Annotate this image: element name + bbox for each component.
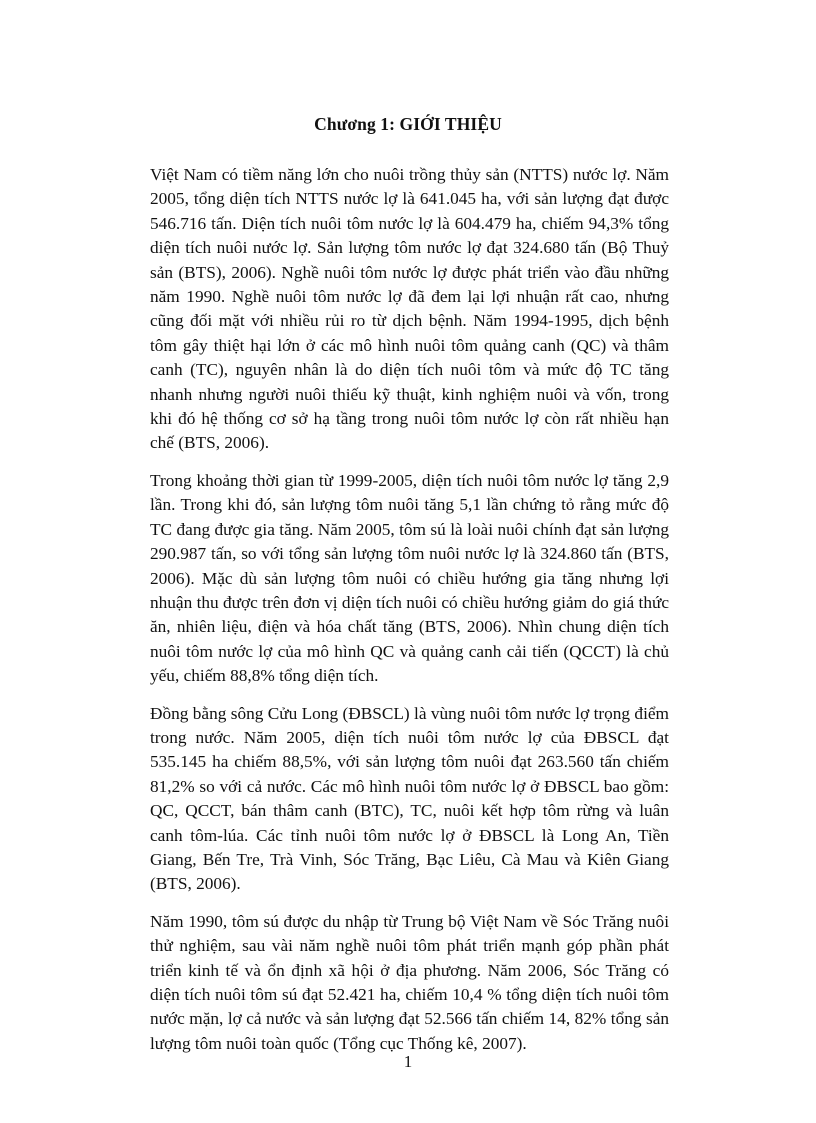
paragraph-4: Năm 1990, tôm sú được du nhập từ Trung bộ Việt Nam về Sóc Trăng nuôi thử nghiệm, sau vài năm nghề nuôi tôm phát triển mạnh góp phần phát triển kinh tế và ổn định xã hội ở địa phương. Năm 2006, Sóc Trăng có diện tích nuôi tôm sú đạt 52.421 ha, chiếm 10,4 % tổng diện tích nuôi tôm nước mặn, lợ cả nước và sản lượng đạt 52.566 tấn chiếm 14, 82% tổng sản lượng tôm nuôi toàn quốc (Tổng cục Thống kê, 2007).	[150, 911, 669, 1053]
chapter-title: Chương 1: GIỚI THIỆU	[314, 114, 502, 134]
page-number: 1	[403, 1052, 413, 1071]
paragraph-1: Việt Nam có tiềm năng lớn cho nuôi trồng thủy sản (NTTS) nước lợ. Năm 2005, tổng diện tích NTTS nước lợ là 641.045 ha, với sản lượng đạt được 546.716 tấn. Diện tích nuôi tôm nước lợ là 604.479 ha, chiếm 94,3% tổng diện tích nuôi nước lợ. Sản lượng tôm nước lợ đạt 324.680 tấn (Bộ Thuỷ sản (BTS), 2006). Nghề nuôi tôm nước lợ được phát triển vào đầu những năm 1990. Nghề nuôi tôm nước lợ đã đem lại lợi nhuận rất cao, nhưng cũng đối mặt với nhiều rủi ro từ dịch bệnh. Năm 1994-1995, dịch bệnh tôm gây thiệt hại lớn ở các mô hình nuôi tôm quảng canh (QC) và thâm canh (TC), nguyên nhân là do diện tích nuôi tôm và mức độ TC tăng nhanh nhưng người nuôi thiếu kỹ thuật, kinh nghiệm nuôi và vốn, trong khi đó hệ thống cơ sở hạ tầng trong nuôi tôm nước lợ còn rất nhiều hạn chế (BTS, 2006).	[150, 165, 669, 453]
paragraph-3: Đồng bằng sông Cửu Long (ĐBSCL) là vùng nuôi tôm nước lợ trọng điểm trong nước. Năm 2005, diện tích nuôi tôm nước lợ của ĐBSCL đạt 535.145 ha chiếm 88,5%, với sản lượng tôm nuôi đạt 263.560 tấn chiếm 81,2% so với cả nước. Các mô hình nuôi tôm nước lợ ở ĐBSCL bao gồm: QC, QCCT, bán thâm canh (BTC), TC, nuôi kết hợp tôm rừng và luân canh tôm-lúa. Các tỉnh nuôi tôm nước lợ ở ĐBSCL là Long An, Tiền Giang, Bến Tre, Trà Vinh, Sóc Trăng, Bạc Liêu, Cà Mau và Kiên Giang (BTS, 2006).	[150, 703, 669, 894]
body-text	[150, 163, 669, 1069]
paragraph-2: Trong khoảng thời gian từ 1999-2005, diện tích nuôi tôm nước lợ tăng 2,9 lần. Trong khi đó, sản lượng tôm nuôi tăng 5,1 lần chứng tỏ rằng mức độ TC đang được gia tăng. Năm 2005, tôm sú là loài nuôi chính đạt sản lượng 290.987 tấn, so với tổng sản lượng tôm nuôi nước lợ là 324.860 tấn (BTS, 2006). Mặc dù sản lượng tôm nuôi có chiều hướng gia tăng nhưng lợi nhuận thu được trên đơn vị diện tích nuôi có chiều hướng giảm do giá thức ăn, nhiên liệu, điện và hóa chất tăng (BTS, 2006). Nhìn chung diện tích nuôi tôm nước lợ của mô hình QC và quảng canh cải tiến (QCCT) là chủ yếu, chiếm 88,8% tổng diện tích.	[150, 470, 669, 686]
